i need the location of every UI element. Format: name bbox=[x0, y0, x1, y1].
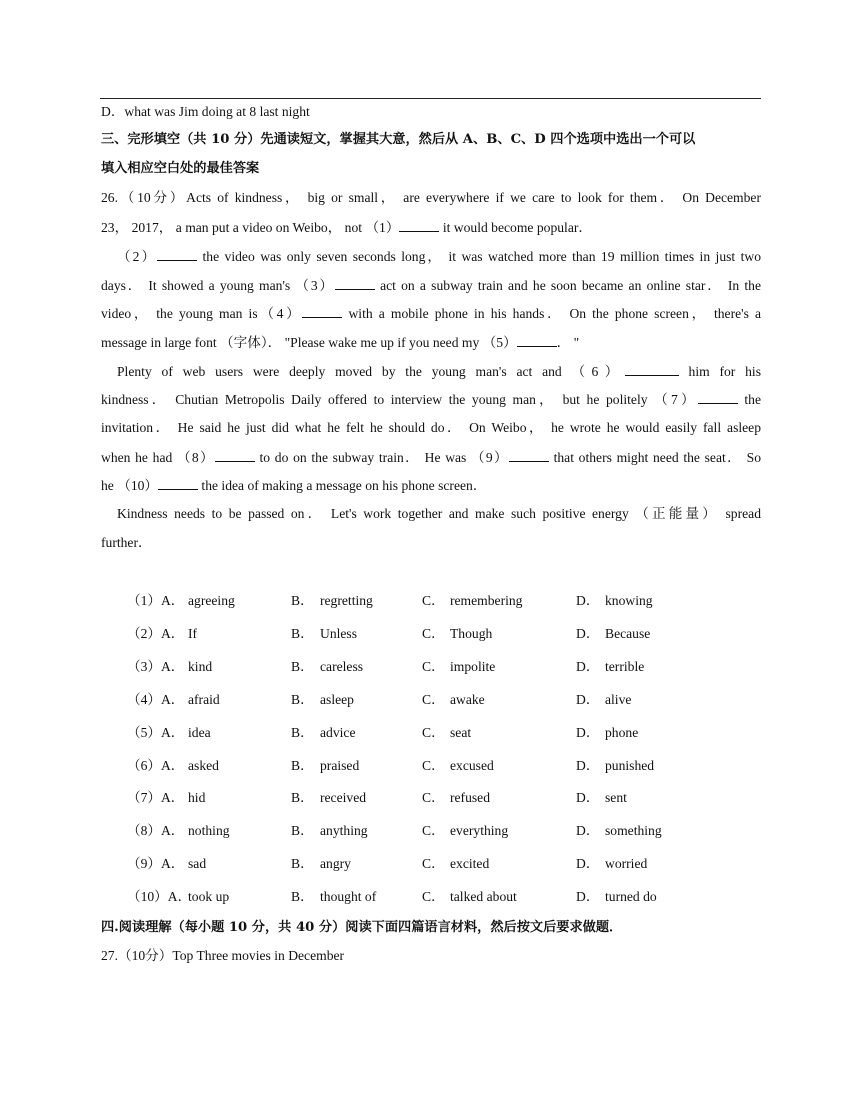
option-choice-a[interactable]: hid bbox=[188, 790, 206, 806]
option-choice-d[interactable]: sent bbox=[605, 790, 627, 806]
section3-heading-line2: 填入相应空白处的最佳答案 bbox=[101, 161, 260, 176]
option-choice-d[interactable]: turned do bbox=[605, 889, 657, 905]
q26-line bbox=[117, 362, 761, 381]
option-choice-c[interactable]: refused bbox=[450, 790, 491, 806]
previous-option-d: D．what was Jim doing at 8 last night bbox=[101, 104, 310, 119]
option-label: B． bbox=[291, 625, 314, 641]
option-label: （5）A． bbox=[127, 724, 185, 740]
text-segment: him for his bbox=[678, 364, 761, 379]
option-choice-d[interactable]: punished bbox=[605, 757, 655, 773]
blank-4[interactable] bbox=[302, 304, 342, 318]
option-choice-c[interactable]: awake bbox=[450, 691, 485, 707]
text-segment: that others might need the seat． So bbox=[548, 450, 761, 465]
text-segment: when he had （8） bbox=[101, 450, 215, 465]
q26-line bbox=[101, 448, 761, 467]
q26-line bbox=[101, 390, 761, 409]
option-choice-b[interactable]: regretting bbox=[320, 593, 373, 608]
option-row bbox=[0, 789, 860, 807]
option-choice-c[interactable]: excused bbox=[450, 757, 494, 773]
q26-line bbox=[101, 276, 761, 295]
option-label: C． bbox=[422, 757, 445, 773]
header-rule bbox=[100, 98, 761, 99]
option-label: C． bbox=[422, 790, 445, 806]
option-choice-b[interactable]: received bbox=[320, 790, 367, 806]
option-label: D． bbox=[576, 691, 600, 707]
q27-title: 27.（10分）Top Three movies in December bbox=[101, 948, 345, 963]
option-label: B． bbox=[291, 724, 314, 740]
blank-3[interactable] bbox=[335, 276, 375, 290]
option-choice-b[interactable]: asleep bbox=[320, 691, 354, 707]
option-label: C． bbox=[422, 691, 445, 707]
blank-7[interactable] bbox=[698, 390, 738, 404]
blank-10[interactable] bbox=[158, 476, 198, 490]
option-label: （9）A． bbox=[127, 856, 185, 872]
q26-line bbox=[117, 247, 761, 266]
text-segment: ． " bbox=[556, 335, 580, 350]
option-label: D． bbox=[576, 625, 600, 641]
option-label: C． bbox=[422, 856, 445, 872]
option-row bbox=[0, 658, 860, 676]
option-label: B． bbox=[291, 790, 314, 806]
option-label: B． bbox=[291, 823, 314, 839]
option-label: （2）A． bbox=[127, 625, 185, 641]
option-row bbox=[0, 625, 860, 643]
option-label: D． bbox=[576, 856, 600, 872]
option-choice-a[interactable]: afraid bbox=[188, 691, 220, 707]
option-label: C． bbox=[422, 889, 445, 905]
option-choice-d[interactable]: phone bbox=[605, 724, 639, 740]
q26-line: further． bbox=[101, 535, 152, 550]
option-choice-b[interactable]: advice bbox=[320, 724, 356, 740]
option-row bbox=[0, 757, 860, 775]
text-segment: message in large font （字体）． "Please wake me up if you need my （5） bbox=[101, 335, 517, 350]
section3-heading-line1: 三、完形填空（共 10 分）先通读短文，掌握其大意，然后从 A、B、C、D 四个选项中选出一个可以 bbox=[101, 132, 696, 147]
option-label: （1）A． bbox=[127, 593, 185, 608]
text-segment: （2） bbox=[117, 249, 158, 264]
option-row bbox=[0, 855, 860, 873]
option-label: B． bbox=[291, 593, 314, 608]
q26-line bbox=[101, 218, 761, 237]
option-label: C． bbox=[422, 724, 445, 740]
q26-line: invitation． He said he just did what he felt he should do． On Weibo， he wrote he would easily fall asleep bbox=[101, 420, 761, 435]
option-choice-d[interactable]: terrible bbox=[605, 658, 645, 674]
q26-line bbox=[101, 304, 761, 323]
option-row bbox=[0, 888, 860, 906]
blank-5[interactable] bbox=[517, 333, 557, 347]
option-label: D． bbox=[576, 658, 600, 674]
option-row bbox=[0, 691, 860, 709]
option-choice-b[interactable]: angry bbox=[320, 856, 351, 872]
option-label: D． bbox=[576, 823, 600, 839]
option-label: D． bbox=[576, 889, 600, 905]
option-choice-d[interactable]: alive bbox=[605, 691, 632, 707]
text-segment: Plenty of web users were deeply moved by the young man's act and （6） bbox=[117, 364, 625, 379]
option-choice-d[interactable]: knowing bbox=[605, 593, 653, 608]
option-label: C． bbox=[422, 625, 445, 641]
option-choice-c[interactable]: excited bbox=[450, 856, 490, 872]
option-choice-d[interactable]: something bbox=[605, 823, 662, 839]
option-row bbox=[0, 822, 860, 840]
option-choice-b[interactable]: praised bbox=[320, 757, 360, 773]
option-label: D． bbox=[576, 724, 600, 740]
option-label: D． bbox=[576, 790, 600, 806]
option-choice-a[interactable]: asked bbox=[188, 757, 219, 773]
option-label: C． bbox=[422, 593, 445, 608]
option-label: （4）A． bbox=[127, 691, 185, 707]
text-segment: act on a subway train and he soon became an online star． In the bbox=[374, 278, 761, 293]
option-label: （7）A． bbox=[127, 790, 185, 806]
option-choice-a[interactable]: If bbox=[188, 625, 198, 641]
option-choice-c[interactable]: remembering bbox=[450, 593, 523, 608]
option-label: （6）A． bbox=[127, 757, 185, 773]
text-segment: the bbox=[737, 392, 761, 407]
option-choice-a[interactable]: took up bbox=[188, 889, 230, 905]
option-row bbox=[0, 724, 860, 742]
option-label: B． bbox=[291, 757, 314, 773]
blank-1[interactable] bbox=[399, 218, 439, 232]
option-choice-a[interactable]: nothing bbox=[188, 823, 230, 839]
option-label: C． bbox=[422, 823, 445, 839]
text-segment: he （10） bbox=[101, 478, 159, 493]
text-segment: video， the young man is（4） bbox=[101, 306, 303, 321]
option-choice-a[interactable]: idea bbox=[188, 724, 211, 740]
option-choice-c[interactable]: everything bbox=[450, 823, 509, 839]
text-segment: 23， 2017， a man put a video on Weibo， not （1） bbox=[101, 220, 400, 235]
q26-line: 26.（10分）Acts of kindness， big or small， are everywhere if we care to look for them． On December bbox=[101, 190, 761, 205]
text-segment: the video was only seven seconds long， it was watched more than 19 million times in just two bbox=[197, 249, 761, 264]
option-choice-c[interactable]: Though bbox=[450, 625, 493, 641]
blank-9[interactable] bbox=[509, 448, 549, 462]
blank-8[interactable] bbox=[215, 448, 255, 462]
option-label: B． bbox=[291, 889, 314, 905]
section4-heading: 四.阅读理解（每小题 10 分，共 40 分）阅读下面四篇语言材料，然后按文后要求做题． bbox=[101, 920, 623, 935]
option-label: D． bbox=[576, 757, 600, 773]
q26-line: Kindness needs to be passed on． Let's work together and make such positive energy （正能量） spread bbox=[117, 506, 761, 521]
option-label: C． bbox=[422, 658, 445, 674]
option-choice-a[interactable]: sad bbox=[188, 856, 207, 872]
option-row bbox=[0, 592, 860, 610]
option-choice-a[interactable]: kind bbox=[188, 658, 213, 674]
option-choice-b[interactable]: Unless bbox=[320, 625, 358, 641]
blank-2[interactable] bbox=[157, 247, 197, 261]
option-label: （10）A． bbox=[127, 889, 192, 905]
option-choice-b[interactable]: anything bbox=[320, 823, 368, 839]
text-segment: days． It showed a young man's （3） bbox=[101, 278, 335, 293]
option-choice-a[interactable]: agreeing bbox=[188, 593, 235, 608]
option-choice-b[interactable]: thought of bbox=[320, 889, 377, 905]
q26-line bbox=[101, 476, 761, 495]
option-choice-c[interactable]: impolite bbox=[450, 658, 496, 674]
option-label: B． bbox=[291, 856, 314, 872]
option-choice-d[interactable]: Because bbox=[605, 625, 651, 641]
text-segment: to do on the subway train． He was （9） bbox=[254, 450, 509, 465]
option-choice-c[interactable]: talked about bbox=[450, 889, 517, 905]
option-label: D． bbox=[576, 593, 600, 608]
text-segment: kindness． Chutian Metropolis Daily offered to interview the young man， but he politely （7） bbox=[101, 392, 698, 407]
blank-6[interactable] bbox=[625, 362, 679, 376]
text-segment: the idea of making a message on his phone screen． bbox=[198, 478, 487, 493]
option-label: （8）A． bbox=[127, 823, 185, 839]
option-choice-c[interactable]: seat bbox=[450, 724, 472, 740]
option-label: B． bbox=[291, 691, 314, 707]
option-label: B． bbox=[291, 658, 314, 674]
text-segment: it would become popular． bbox=[439, 220, 592, 235]
q26-line bbox=[101, 333, 761, 352]
option-choice-b[interactable]: careless bbox=[320, 658, 364, 674]
option-label: （3）A． bbox=[127, 658, 185, 674]
option-choice-d[interactable]: worried bbox=[605, 856, 648, 872]
text-segment: with a mobile phone in his hands． On the phone screen， there's a bbox=[342, 306, 761, 321]
